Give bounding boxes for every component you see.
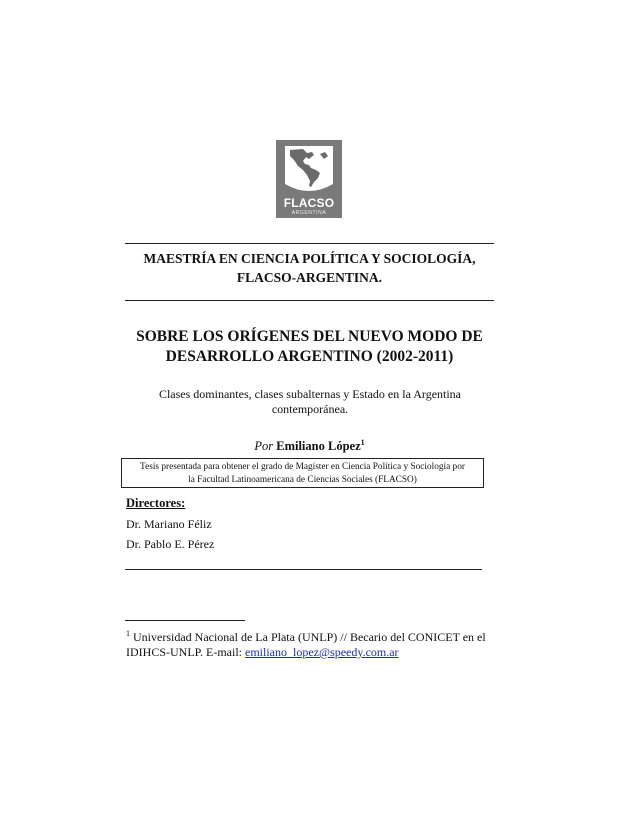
americas-map-icon [276, 140, 342, 196]
footnote-separator [125, 620, 245, 621]
thesis-statement-box [121, 458, 484, 488]
director-name: Dr. Pablo E. Pérez [126, 537, 215, 551]
divider-top [125, 243, 494, 244]
divider-bottom [125, 569, 482, 570]
program-heading [126, 249, 493, 287]
program-line-2: FLACSO-ARGENTINA. [236, 270, 383, 285]
logo-subtitle: ARGENTINA [291, 210, 327, 216]
footnote-email-label: IDIHCS-UNLP. E-mail: [126, 645, 245, 659]
footnote [126, 626, 496, 660]
author-prefix: Por [254, 439, 277, 454]
thesis-title [126, 327, 493, 367]
flacso-logo [276, 140, 342, 218]
subtitle-line-1: Clases dominantes, clases subalternas y Estado en la Argentina [158, 387, 462, 401]
thesis-subtitle [150, 387, 470, 417]
thesis-line-1: Tesis presentada para obtener el grado de Magíster en Ciencia Política y Sociología por [140, 462, 465, 472]
subtitle-line-2: contemporánea. [271, 402, 349, 416]
title-line-2: DESARROLLO ARGENTINO (2002-2011) [165, 348, 454, 365]
title-line-1: SOBRE LOS ORÍGENES DEL NUEVO MODO DE [136, 328, 483, 345]
program-line-1: MAESTRÍA EN CIENCIA POLÍTICA Y SOCIOLOGÍA, [143, 251, 476, 266]
author-name: Emiliano López [276, 439, 361, 454]
author-footnote-mark[interactable]: 1 [360, 438, 365, 447]
directors-heading: Directores: [126, 496, 186, 510]
author-line [126, 438, 493, 454]
email-link[interactable]: emiliano_lopez@speedy.com.ar [245, 645, 399, 659]
footnote-mark: 1 [126, 629, 130, 638]
footnote-line-2 [126, 645, 496, 660]
footnote-line-1 [126, 626, 496, 645]
logo-name: FLACSO [283, 196, 335, 210]
divider-middle [125, 300, 494, 301]
footnote-affiliation: Universidad Nacional de La Plata (UNLP) // Becario del CONICET en el [133, 630, 486, 644]
director-name: Dr. Mariano Féliz [126, 517, 212, 531]
thesis-line-2: la Facultad Latinoamericana de Ciencias Sociales (FLACSO) [188, 475, 417, 485]
